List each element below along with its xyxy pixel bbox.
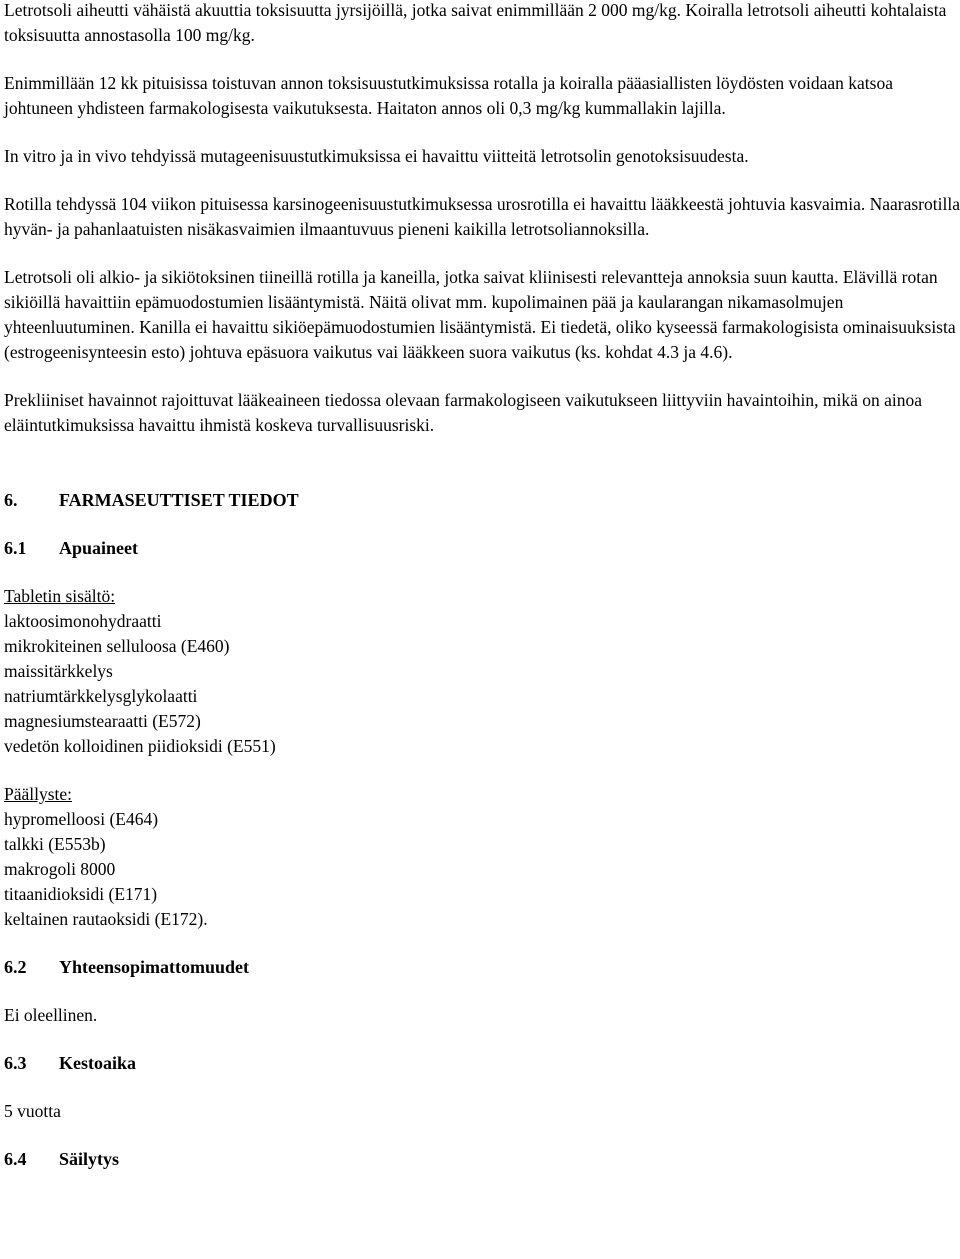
list-item: natriumtärkkelysglykolaatti — [4, 686, 198, 706]
list-item: vedetön kolloidinen piidioksidi (E551) — [4, 736, 276, 756]
tablet-contents-label: Tabletin sisältö: — [4, 586, 116, 606]
section-title: Säilytys — [59, 1149, 120, 1169]
list-item: laktoosimonohydraatti — [4, 611, 162, 631]
section-title: Yhteensopimattomuudet — [59, 957, 250, 977]
paragraph-reproductive-toxicity: Letrotsoli oli alkio- ja sikiötoksinen tiineillä rotilla ja kaneilla, jotka saivat kliinisesti relevantteja annoksia suun kautta. Elävillä rotan sikiöillä havaittiin epämuodostumien lisääntymistä. Näitä olivat mm. kupolimainen pää ja kaularangan nikamasolmujen yhteenluutuminen. Kanilla ei havaittu sikiöepämuodostumien lisääntymistä. Ei tiedetä, oliko kyseessä farmakologisista ominaisuuksista (estrogeenisynteesin esto) johtuva epäsuora vaikutus vai lääkkeen suora vaikutus (ks. kohdat 4.3 ja 4.6). — [4, 267, 956, 362]
section-number: 6.4 — [4, 1149, 27, 1169]
shelf-life-text: 5 vuotta — [4, 1101, 61, 1121]
list-item: keltainen rautaoksidi (E172). — [4, 909, 208, 929]
list-item: mikrokiteinen selluloosa (E460) — [4, 636, 230, 656]
incompatibilities-text: Ei oleellinen. — [4, 1005, 98, 1025]
section-6-2-heading — [4, 955, 960, 980]
section-number: 6.1 — [4, 538, 27, 558]
paragraph-carcinogenicity: Rotilla tehdyssä 104 viikon pituisessa karsinogeenisuustutkimuksessa urosrotilla ei havaittu lääkkeestä johtuvia kasvaimia. Naarasrotilla hyvän- ja pahanlaatuisten nisäkasvaimien ilmaantuvuus pieneni kaikilla letrotsoliannoksilla. — [4, 194, 960, 239]
paragraph-repeat-dose-toxicity: Enimmillään 12 kk pituisissa toistuvan annon toksisuustutkimuksissa rotalla ja koiralla pääasiallisten löydösten voidaan katsoa johtuneen yhdisteen farmakologisesta vaikutuksesta. Haitaton annos oli 0,3 mg/kg kummallakin lajilla. — [4, 73, 893, 118]
coating-list — [4, 782, 960, 932]
list-item: maissitärkkelys — [4, 661, 113, 681]
paragraph-mutagenicity: In vitro ja in vivo tehdyissä mutageenisuustutkimuksissa ei havaittu viitteitä letrotsolin genotoksisuudesta. — [4, 146, 749, 166]
section-6-3-heading — [4, 1051, 960, 1076]
section-number: 6. — [4, 490, 18, 510]
coating-label: Päällyste: — [4, 784, 73, 804]
list-item: makrogoli 8000 — [4, 859, 116, 879]
section-title: Apuaineet — [59, 538, 139, 558]
tablet-contents-list — [4, 584, 960, 759]
section-6-4-heading — [4, 1147, 960, 1172]
paragraph-preclinical-summary: Prekliiniset havainnot rajoittuvat lääkeaineen tiedossa olevaan farmakologiseen vaikutukseen liittyviin havaintoihin, mikä on ainoa eläintutkimuksissa havaittu ihmistä koskeva turvallisuusriski. — [4, 390, 923, 435]
list-item: hypromelloosi (E464) — [4, 809, 159, 829]
section-number: 6.3 — [4, 1053, 27, 1073]
section-6-1-heading — [4, 536, 960, 561]
section-6-heading — [4, 488, 960, 513]
section-number: 6.2 — [4, 957, 27, 977]
list-item: magnesiumstearaatti (E572) — [4, 711, 201, 731]
section-title: Kestoaika — [59, 1053, 137, 1073]
list-item: titaanidioksidi (E171) — [4, 884, 158, 904]
list-item: talkki (E553b) — [4, 834, 106, 854]
paragraph-acute-toxicity: Letrotsoli aiheutti vähäistä akuuttia toksisuutta jyrsijöillä, jotka saivat enimmillään 2 000 mg/kg. Koiralla letrotsoli aiheutti kohtalaista toksisuutta annostasolla 100 mg/kg. — [4, 0, 947, 45]
section-title: FARMASEUTTISET TIEDOT — [59, 490, 299, 510]
